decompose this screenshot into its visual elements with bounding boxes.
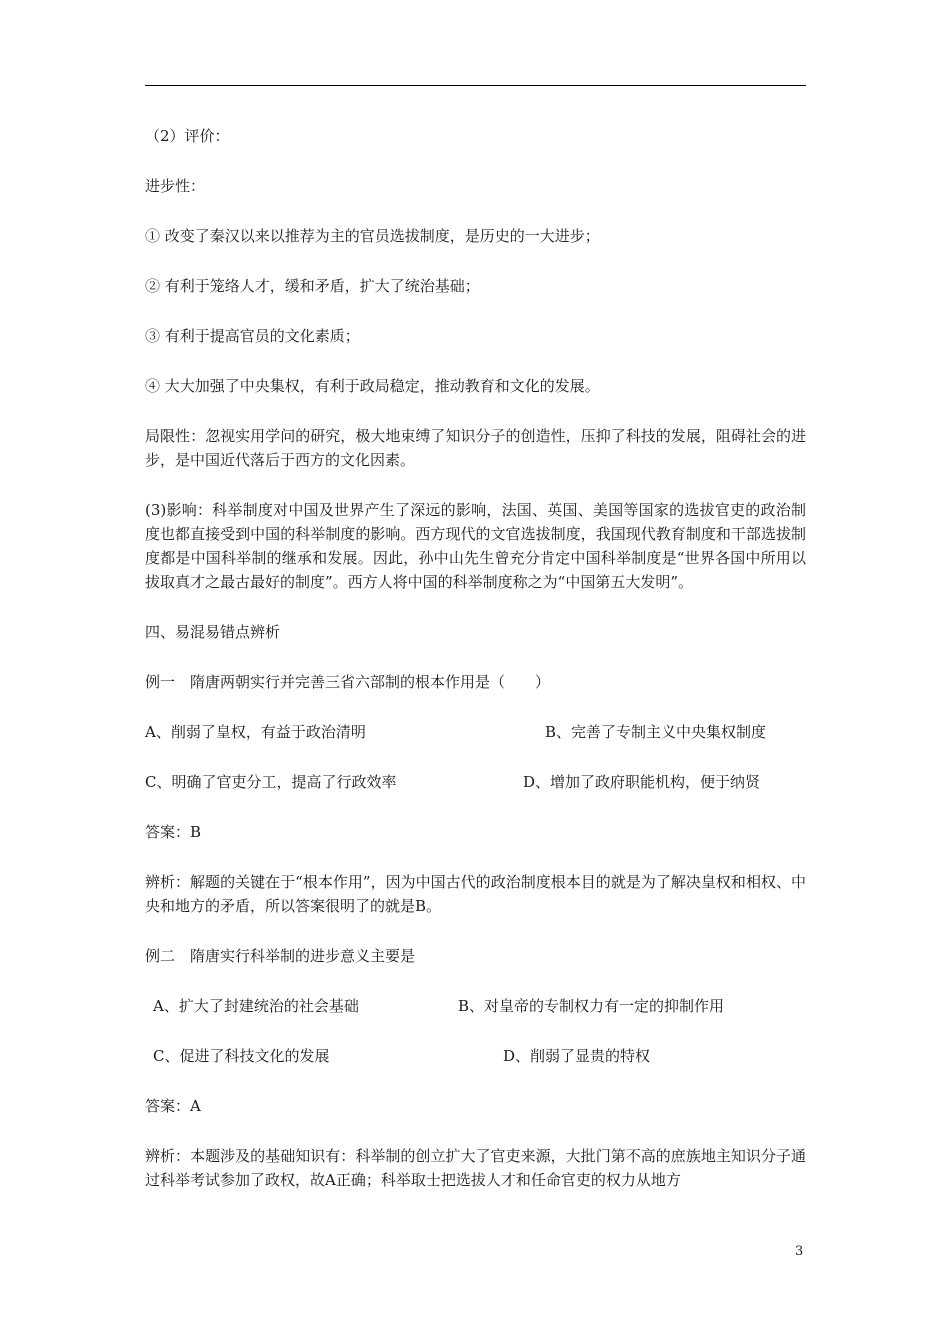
progress-heading: 进步性：	[145, 177, 206, 195]
example-1-answer: 答案：B	[145, 823, 202, 841]
example-2-option-b: B、对皇帝的专制权力有一定的抑制作用	[458, 997, 725, 1015]
example-1-option-b: B、完善了专制主义中央集权制度	[545, 723, 767, 741]
example-1-option-d: D、增加了政府职能机构，便于纳贤	[523, 773, 761, 791]
example-2-analysis: 辨析：本题涉及的基础知识有：科举制的创立扩大了官吏来源，大批门第不高的庶族地主知识分子通过科举考试参加了政权，故A正确；科举取士把选拔人才和任命官吏的权力从地方	[145, 1147, 806, 1189]
evaluation-heading: （2）评价：	[145, 127, 230, 145]
example-2-option-a: A、扩大了封建统治的社会基础	[153, 997, 359, 1015]
example-1-options-ab	[145, 720, 806, 744]
section-four-heading: 四、易混易错点辨析	[145, 623, 281, 641]
progress-point-2: ② 有利于笼络人才，缓和矛盾，扩大了统治基础；	[145, 277, 480, 295]
document-body	[145, 124, 806, 1218]
example-1-option-c: C、明确了官吏分工，提高了行政效率	[145, 773, 397, 791]
example-1-options-cd	[145, 770, 806, 794]
influence-paragraph: (3)影响：科举制度对中国及世界产生了深远的影响，法国、英国、美国等国家的选拔官吏的政治制度也都直接受到中国的科举制度的影响。西方现代的文官选拔制度，我国现代教育制度和干部选拔制度都是中国科举制的继承和发展。因此，孙中山先生曾充分肯定中国科举制度是“世界各国中所用以拔取真才之最古最好的制度”。西方人将中国的科举制度称之为“中国第五大发明”。	[145, 501, 806, 591]
example-1-question: 例一 隋唐两朝实行并完善三省六部制的根本作用是（ ）	[145, 673, 551, 691]
example-1-analysis: 辨析：解题的关键在于“根本作用”，因为中国古代的政治制度根本目的就是为了解决皇权和相权、中央和地方的矛盾，所以答案很明了的就是B。	[145, 873, 806, 915]
progress-point-3: ③ 有利于提高官员的文化素质；	[145, 327, 360, 345]
page-number: 3	[795, 1244, 804, 1259]
progress-point-1: ① 改变了秦汉以来以推荐为主的官员选拔制度，是历史的一大进步；	[145, 227, 600, 245]
example-2-option-c: C、促进了科技文化的发展	[153, 1047, 330, 1065]
example-2-question: 例二 隋唐实行科举制的进步意义主要是	[145, 947, 416, 965]
header-rule	[145, 85, 806, 86]
example-2-answer: 答案：A	[145, 1097, 201, 1115]
example-2-options-cd	[145, 1044, 806, 1068]
example-2-options-ab	[145, 994, 806, 1018]
example-2-option-d: D、削弱了显贵的特权	[503, 1047, 651, 1065]
example-1-option-a: A、削弱了皇权，有益于政治清明	[145, 723, 366, 741]
limitation-paragraph: 局限性：忽视实用学问的研究，极大地束缚了知识分子的创造性，压抑了科技的发展，阻碍社会的进步，是中国近代落后于西方的文化因素。	[145, 427, 806, 469]
progress-point-4: ④ 大大加强了中央集权，有利于政局稳定，推动教育和文化的发展。	[145, 377, 600, 395]
